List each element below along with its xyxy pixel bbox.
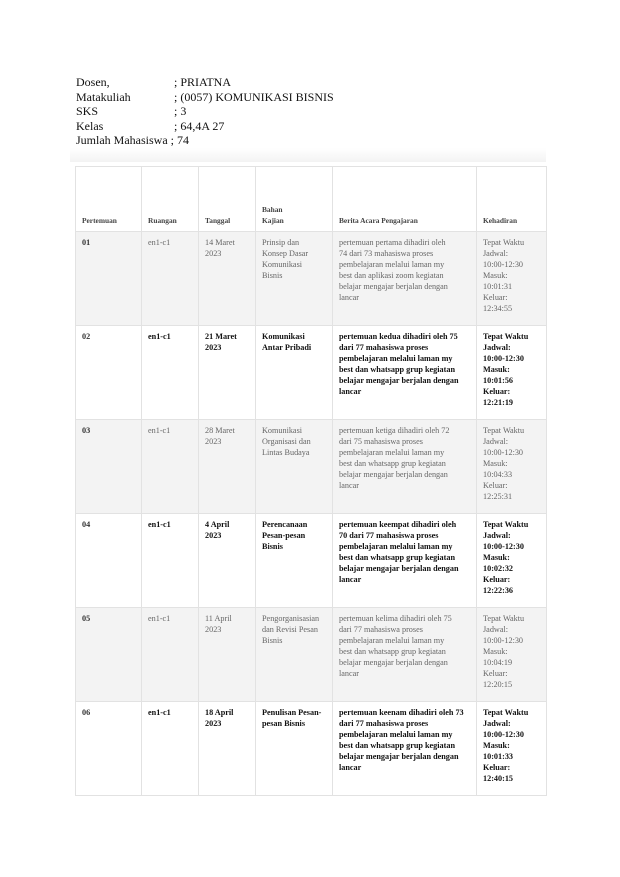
header-kehadiran: Kehadiran <box>477 167 547 232</box>
cell-pertemuan: 05 <box>76 608 142 702</box>
cell-tanggal: 11 April 2023 <box>199 608 256 702</box>
cell-bahan-kajian: Perencanaan Pesan-pesan Bisnis <box>256 514 333 608</box>
sks-value: ; 3 <box>174 104 187 119</box>
header-ruangan: Ruangan <box>142 167 199 232</box>
cell-tanggal: 4 April 2023 <box>199 514 256 608</box>
cell-bahan-kajian: Prinsip dan Konsep Dasar Komunikasi Bisnis <box>256 232 333 326</box>
table-row <box>76 608 547 702</box>
jumlah-label: Jumlah Mahasiswa <box>76 133 168 148</box>
cell-ruangan: en1-c1 <box>142 232 199 326</box>
cell-pertemuan: 04 <box>76 514 142 608</box>
table-header-row <box>76 167 547 232</box>
cell-bahan-kajian: Pengorganisasian dan Revisi Pesan Bisnis <box>256 608 333 702</box>
header-pertemuan: Pertemuan <box>76 167 142 232</box>
cell-berita-acara: pertemuan ketiga dihadiri oleh 72 dari 75 mahasiswa proses pembelajaran melalui laman my best dan whatsapp grup kegiatan belajar mengajar berjalan dengan lancar <box>333 420 477 514</box>
cell-pertemuan: 03 <box>76 420 142 514</box>
kelas-label: Kelas <box>76 118 104 133</box>
attendance-table <box>75 166 547 796</box>
cell-ruangan: en1-c1 <box>142 326 199 420</box>
cell-kehadiran: Tepat Waktu Jadwal: 10:00-12:30 Masuk: 10:01:56 Keluar: 12:21:19 <box>477 326 547 420</box>
header-tanggal: Tanggal <box>199 167 256 232</box>
cell-ruangan: en1-c1 <box>142 702 199 796</box>
cell-kehadiran: Tepat Waktu Jadwal: 10:00-12:30 Masuk: 10:02:32 Keluar: 12:22:36 <box>477 514 547 608</box>
cell-berita-acara: pertemuan kedua dihadiri oleh 75 dari 77 mahasiswa proses pembelajaran melalui laman my best dan whatsapp grup kegiatan belajar mengajar berjalan dengan lancar <box>333 326 477 420</box>
course-info <box>76 75 334 148</box>
cell-berita-acara: pertemuan keempat dihadiri oleh 70 dari 77 mahasiswa proses pembelajaran melalui laman my best dan whatsapp grup kegiatan belajar mengajar berjalan dengan lancar <box>333 514 477 608</box>
cell-berita-acara: pertemuan pertama dihadiri oleh 74 dari 73 mahasiswa proses pembelajaran melalui laman my best dan aplikasi zoom kegiatan belajar mengajar berjalan dengan lancar <box>333 232 477 326</box>
dosen-label: Dosen, <box>76 75 110 89</box>
cell-tanggal: 21 Maret 2023 <box>199 326 256 420</box>
table-row <box>76 702 547 796</box>
matakuliah-row <box>76 90 334 105</box>
table-row <box>76 420 547 514</box>
table-row <box>76 326 547 420</box>
table-row <box>76 514 547 608</box>
cell-pertemuan: 01 <box>76 232 142 326</box>
cell-kehadiran: Tepat Waktu Jadwal: 10:00-12:30 Masuk: 10:01:31 Keluar: 12:34:55 <box>477 232 547 326</box>
cell-ruangan: en1-c1 <box>142 608 199 702</box>
cell-ruangan: en1-c1 <box>142 420 199 514</box>
jumlah-value: ; 74 <box>170 133 189 148</box>
cell-berita-acara: pertemuan kelima dihadiri oleh 75 dari 77 mahasiswa proses pembelajaran melalui laman my best dan whatsapp grup kegiatan belajar mengajar berjalan dengan lancar <box>333 608 477 702</box>
cell-pertemuan: 02 <box>76 326 142 420</box>
cell-kehadiran: Tepat Waktu Jadwal: 10:00-12:30 Masuk: 10:04:19 Keluar: 12:20:15 <box>477 608 547 702</box>
matakuliah-value: ; (0057) KOMUNIKASI BISNIS <box>174 89 334 104</box>
cell-bahan-kajian: Komunikasi Organisasi dan Lintas Budaya <box>256 420 333 514</box>
section-divider <box>70 148 546 162</box>
header-berita-acara: Berita Acara Pengajaran <box>333 167 477 232</box>
matakuliah-label: Matakuliah <box>76 89 131 104</box>
table-row <box>76 232 547 326</box>
header-bahan-kajian: Bahan Kajian <box>256 167 333 232</box>
cell-ruangan: en1-c1 <box>142 514 199 608</box>
cell-bahan-kajian: Penulisan Pesan- pesan Bisnis <box>256 702 333 796</box>
cell-tanggal: 28 Maret 2023 <box>199 420 256 514</box>
cell-kehadiran: Tepat Waktu Jadwal: 10:00-12:30 Masuk: 10:04:33 Keluar: 12:25:31 <box>477 420 547 514</box>
cell-berita-acara: pertemuan keenam dihadiri oleh 73 dari 77 mahasiswa proses pembelajaran melalui laman my best dan whatsapp grup kegiatan belajar mengajar berjalan dengan lancar <box>333 702 477 796</box>
cell-tanggal: 14 Maret 2023 <box>199 232 256 326</box>
dosen-value: ; PRIATNA <box>174 75 232 89</box>
sks-label: SKS <box>76 104 99 119</box>
cell-tanggal: 18 April 2023 <box>199 702 256 796</box>
cell-pertemuan: 06 <box>76 702 142 796</box>
jumlah-row <box>76 133 334 148</box>
cell-bahan-kajian: Komunikasi Antar Pribadi <box>256 326 333 420</box>
cell-kehadiran: Tepat Waktu Jadwal: 10:00-12:30 Masuk: 10:01:33 Keluar: 12:40:15 <box>477 702 547 796</box>
kelas-value: ; 64,4A 27 <box>174 118 225 133</box>
kelas-row <box>76 119 334 134</box>
dosen-row <box>76 75 334 90</box>
sks-row <box>76 104 334 119</box>
